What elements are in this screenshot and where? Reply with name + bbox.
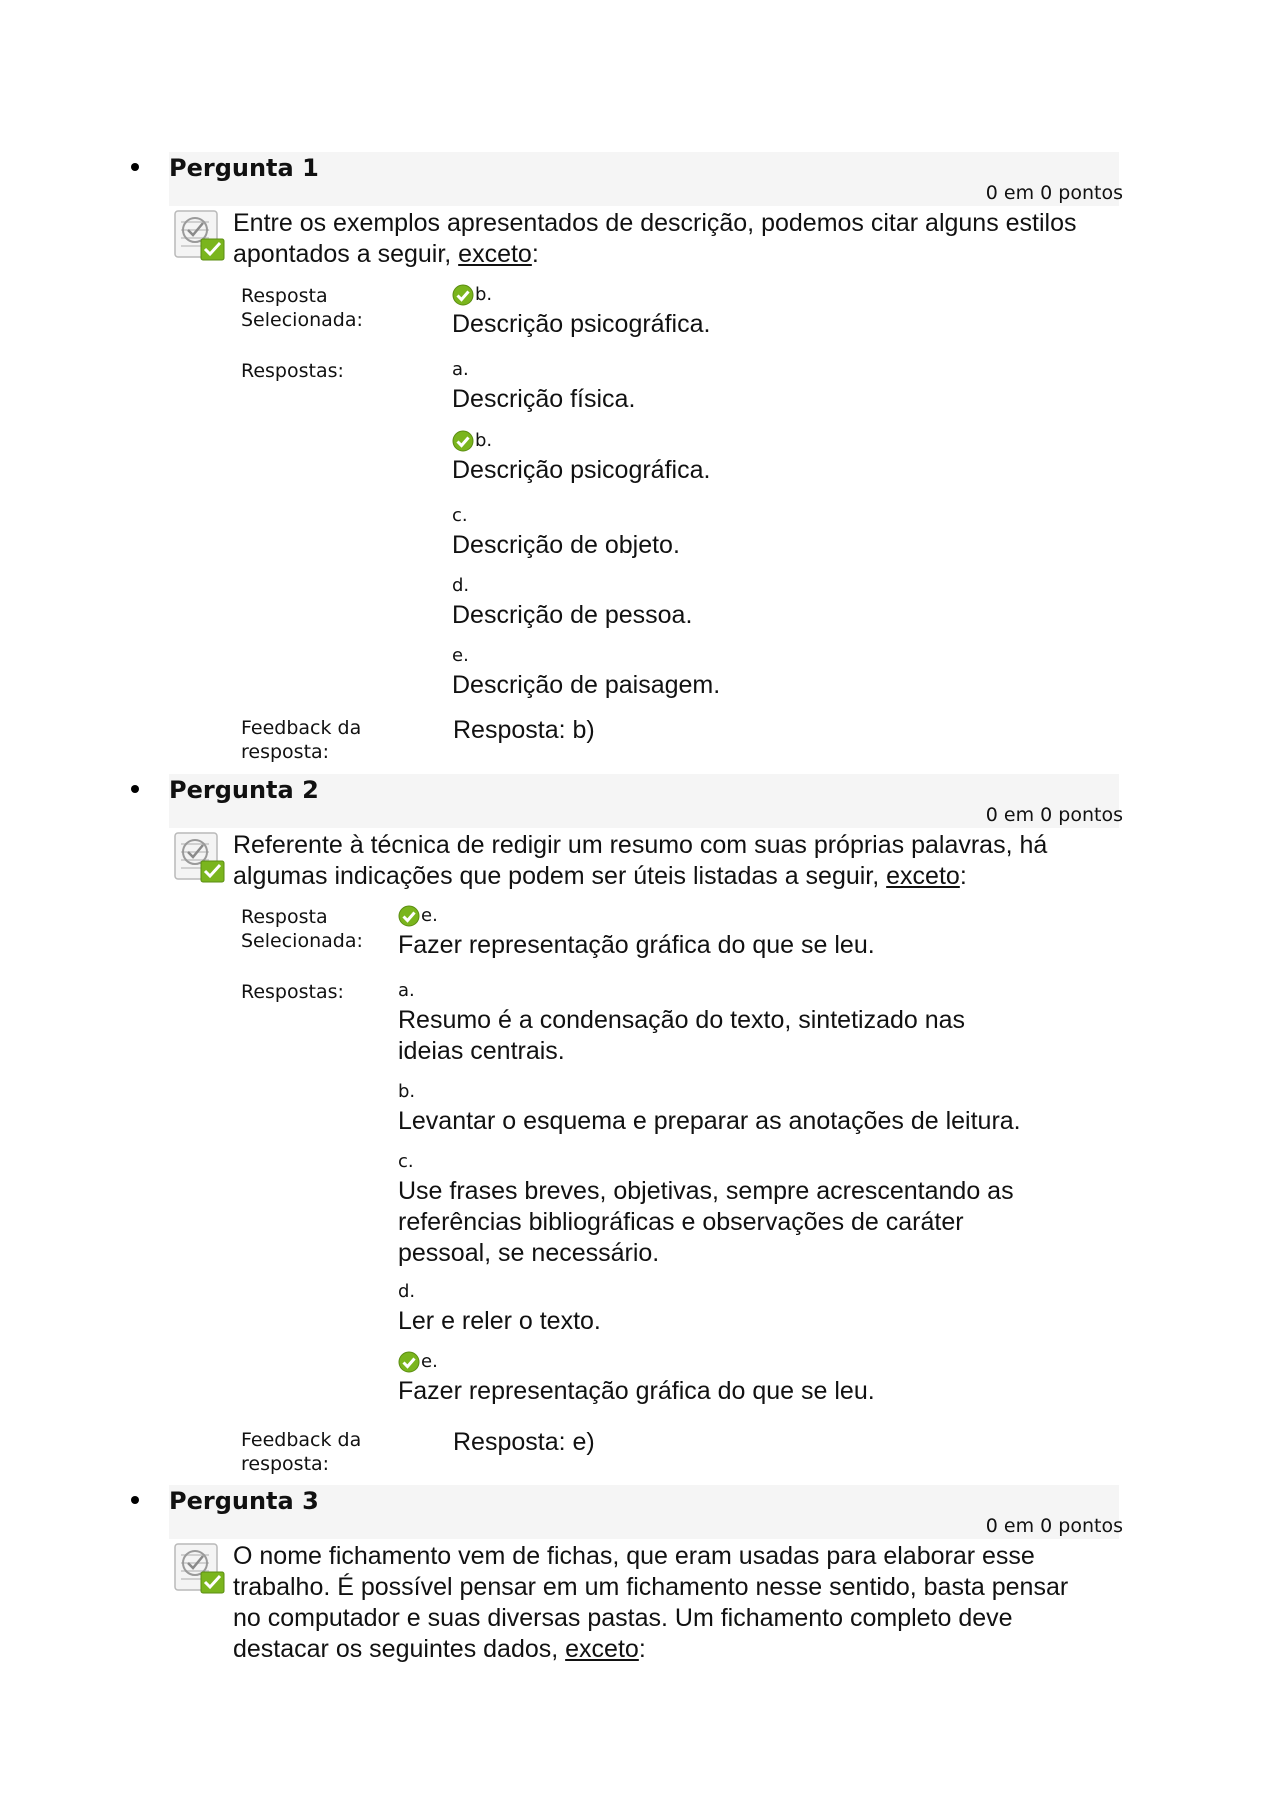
- question-header: [169, 1485, 1123, 1539]
- answer-option-c: [398, 1150, 1048, 1269]
- selected-answer: [398, 904, 1078, 961]
- question-points: 0 em 0 pontos: [985, 804, 1123, 826]
- question-text: [233, 208, 1093, 270]
- answer-text: Descrição psicográfica.: [452, 456, 711, 484]
- answer-letter: c.: [398, 1151, 414, 1172]
- question-text-main: O nome fichamento vem de fichas, que eram usadas para elaborar esse trabalho. É possível pensar em um fichamento nesse sentido, basta pensar no computador e suas diversas pastas. Um fichamento completo deve destacar os seguintes dados,: [233, 1542, 1069, 1663]
- answer-text: Levantar o esquema e preparar as anotações de leitura.: [398, 1107, 1021, 1135]
- question-title: Pergunta 1: [169, 154, 319, 182]
- question-text: [233, 1541, 1073, 1665]
- answer-text: Descrição física.: [452, 385, 636, 413]
- answer-letter: a.: [452, 359, 469, 380]
- question-text-main: Referente à técnica de redigir um resumo com suas próprias palavras, há algumas indicações que podem ser úteis listadas a seguir,: [233, 831, 1048, 890]
- feedback-label: Feedback da resposta:: [241, 1429, 362, 1475]
- graded-correct-icon: [171, 1541, 227, 1597]
- question-text-end: :: [959, 862, 967, 890]
- answer-text: Descrição de objeto.: [452, 531, 680, 559]
- answer-letter: b.: [475, 430, 493, 451]
- feedback-label: Feedback da resposta:: [241, 717, 362, 763]
- bullet-icon: [131, 163, 139, 171]
- question-points: 0 em 0 pontos: [985, 182, 1123, 204]
- question-text: [233, 830, 1093, 892]
- answer-option-e: [452, 644, 1072, 701]
- answer-letter: c.: [452, 505, 468, 526]
- selected-answer-label: Resposta Selecionada:: [241, 285, 363, 331]
- question-text-end: :: [531, 240, 539, 268]
- answer-text: Fazer representação gráfica do que se leu.: [398, 931, 875, 959]
- answer-option-a: [452, 358, 1072, 415]
- answers-label: Respostas:: [241, 981, 344, 1003]
- answer-text: Resumo é a condensação do texto, sintetizado nas ideias centrais.: [398, 1006, 966, 1065]
- answer-option-b: [452, 429, 1072, 486]
- answer-letter: b.: [475, 284, 493, 305]
- answer-option-d: [452, 574, 1072, 631]
- question-header: [169, 774, 1123, 828]
- answer-option-b: [398, 1080, 1078, 1137]
- answer-option-d: [398, 1280, 1048, 1337]
- answer-option-c: [452, 504, 1072, 561]
- answers-label: Respostas:: [241, 360, 344, 382]
- question-points: 0 em 0 pontos: [985, 1515, 1123, 1537]
- question-title: Pergunta 3: [169, 1487, 319, 1515]
- feedback-text: Resposta: e): [453, 1428, 595, 1456]
- question-text-emphasis: exceto: [458, 240, 532, 268]
- answer-letter: e.: [421, 1351, 438, 1372]
- answer-text: Use frases breves, objetivas, sempre acrescentando as referências bibliográficas e observações de caráter pessoal, se necessário.: [398, 1177, 1014, 1267]
- answer-letter: d.: [452, 575, 470, 596]
- answer-letter: b.: [398, 1081, 416, 1102]
- answer-letter: a.: [398, 980, 415, 1001]
- question-text-end: :: [638, 1635, 646, 1663]
- question-title: Pergunta 2: [169, 776, 319, 804]
- graded-correct-icon: [171, 208, 227, 264]
- bullet-icon: [131, 785, 139, 793]
- answer-text: Descrição de pessoa.: [452, 601, 693, 629]
- answer-option-a: [398, 979, 998, 1067]
- feedback-text: Resposta: b): [453, 716, 595, 744]
- question-header: [169, 152, 1123, 206]
- green-check-icon: [452, 284, 474, 306]
- question-text-emphasis: exceto: [565, 1635, 639, 1663]
- selected-answer: [452, 283, 1072, 340]
- answer-letter: d.: [398, 1281, 416, 1302]
- answer-text: Descrição de paisagem.: [452, 671, 721, 699]
- answer-letter: e.: [452, 645, 469, 666]
- bullet-icon: [131, 1496, 139, 1504]
- question-text-main: Entre os exemplos apresentados de descrição, podemos citar alguns estilos apontados a seguir,: [233, 209, 1077, 268]
- graded-correct-icon: [171, 830, 227, 886]
- answer-text: Ler e reler o texto.: [398, 1307, 601, 1335]
- answer-option-e: [398, 1350, 1078, 1407]
- green-check-icon: [452, 430, 474, 452]
- answer-letter: e.: [421, 905, 438, 926]
- green-check-icon: [398, 905, 420, 927]
- selected-answer-label: Resposta Selecionada:: [241, 906, 363, 952]
- answer-text: Fazer representação gráfica do que se leu.: [398, 1377, 875, 1405]
- green-check-icon: [398, 1351, 420, 1373]
- answer-text: Descrição psicográfica.: [452, 310, 711, 338]
- question-text-emphasis: exceto: [886, 862, 960, 890]
